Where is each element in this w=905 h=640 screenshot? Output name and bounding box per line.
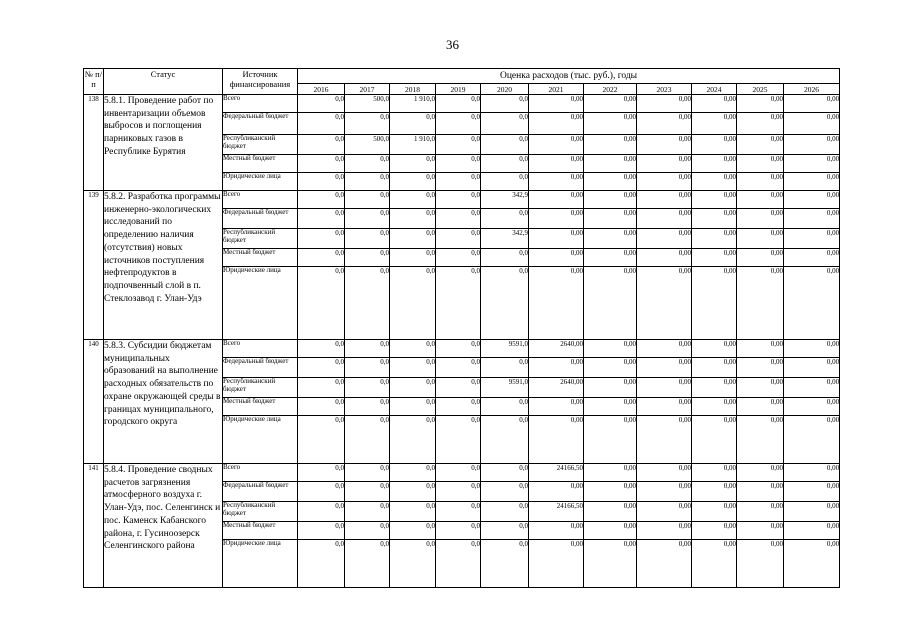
value-cell: 0,00 <box>584 267 637 340</box>
value-cell: 0,00 <box>529 191 584 209</box>
value-cell: 0,0 <box>481 173 529 191</box>
value-cell: 0,00 <box>784 209 840 229</box>
value-cell: 0,00 <box>584 464 637 482</box>
value-cell: 0,0 <box>345 378 390 398</box>
value-cell: 0,0 <box>481 502 529 522</box>
funding-source: Местный бюджет <box>223 398 298 416</box>
value-cell: 0,00 <box>584 340 637 358</box>
value-cell: 0,00 <box>784 267 840 340</box>
value-cell: 0,00 <box>784 464 840 482</box>
value-cell: 0,00 <box>637 340 692 358</box>
funding-source: Федеральный бюджет <box>223 482 298 502</box>
value-cell: 0,00 <box>637 502 692 522</box>
value-cell: 0,00 <box>584 191 637 209</box>
value-cell: 0,0 <box>390 522 436 540</box>
value-cell: 0,00 <box>692 340 737 358</box>
value-cell: 0,00 <box>637 398 692 416</box>
budget-table <box>83 68 840 588</box>
value-cell: 0,00 <box>784 113 840 135</box>
value-cell: 9591,0 <box>481 378 529 398</box>
value-cell: 0,00 <box>784 398 840 416</box>
header-estimate: Оценка расходов (тыс. руб.), годы <box>298 69 840 84</box>
value-cell: 0,00 <box>692 522 737 540</box>
value-cell: 0,00 <box>737 229 784 249</box>
value-cell: 9591,0 <box>481 340 529 358</box>
value-cell: 0,00 <box>737 155 784 173</box>
value-cell: 0,0 <box>390 358 436 378</box>
value-cell: 0,0 <box>390 464 436 482</box>
value-cell: 0,00 <box>529 416 584 464</box>
year-header: 2016 <box>298 84 345 95</box>
value-cell: 0,00 <box>637 522 692 540</box>
header-status: Статус <box>104 69 223 95</box>
value-cell: 0,00 <box>637 229 692 249</box>
value-cell: 0,0 <box>390 113 436 135</box>
value-cell: 0,0 <box>298 249 345 267</box>
value-cell: 0,00 <box>584 398 637 416</box>
value-cell: 0,0 <box>436 173 481 191</box>
value-cell: 0,00 <box>737 340 784 358</box>
value-cell: 0,00 <box>692 113 737 135</box>
value-cell: 0,00 <box>529 522 584 540</box>
value-cell: 0,0 <box>436 340 481 358</box>
value-cell: 0,0 <box>481 358 529 378</box>
value-cell: 0,0 <box>298 135 345 155</box>
value-cell: 0,0 <box>390 378 436 398</box>
value-cell: 0,0 <box>345 113 390 135</box>
value-cell: 0,0 <box>436 113 481 135</box>
value-cell: 0,0 <box>436 378 481 398</box>
value-cell: 24166,50 <box>529 502 584 522</box>
value-cell: 0,0 <box>436 502 481 522</box>
value-cell: 0,0 <box>298 229 345 249</box>
value-cell: 0,0 <box>298 464 345 482</box>
value-cell: 0,0 <box>345 358 390 378</box>
value-cell: 0,0 <box>436 464 481 482</box>
value-cell: 0,00 <box>737 113 784 135</box>
value-cell: 0,0 <box>390 540 436 588</box>
value-cell: 0,00 <box>529 135 584 155</box>
value-cell: 0,00 <box>737 358 784 378</box>
value-cell: 0,00 <box>637 267 692 340</box>
value-cell: 0,0 <box>345 522 390 540</box>
value-cell: 0,00 <box>784 135 840 155</box>
value-cell: 0,00 <box>637 209 692 229</box>
value-cell: 0,0 <box>298 540 345 588</box>
value-cell: 0,0 <box>298 155 345 173</box>
funding-source: Республиканский бюджет <box>223 229 298 249</box>
year-header: 2025 <box>737 84 784 95</box>
value-cell: 0,0 <box>481 522 529 540</box>
value-cell: 0,0 <box>345 155 390 173</box>
row-number: 139 <box>84 191 104 340</box>
table-row <box>84 191 840 209</box>
value-cell: 0,00 <box>529 95 584 113</box>
value-cell: 0,00 <box>529 249 584 267</box>
value-cell: 0,00 <box>529 173 584 191</box>
value-cell: 0,00 <box>584 416 637 464</box>
value-cell: 0,00 <box>784 229 840 249</box>
value-cell: 0,00 <box>692 464 737 482</box>
value-cell: 0,0 <box>298 502 345 522</box>
value-cell: 0,00 <box>637 155 692 173</box>
funding-source: Всего <box>223 191 298 209</box>
value-cell: 0,00 <box>737 209 784 229</box>
value-cell: 0,0 <box>481 398 529 416</box>
value-cell: 0,00 <box>529 229 584 249</box>
value-cell: 0,00 <box>584 502 637 522</box>
header-num: № п/п <box>84 69 104 95</box>
value-cell: 0,0 <box>298 482 345 502</box>
value-cell: 0,00 <box>637 378 692 398</box>
value-cell: 500,0 <box>345 95 390 113</box>
value-cell: 0,0 <box>298 340 345 358</box>
value-cell: 0,0 <box>436 416 481 464</box>
value-cell: 0,0 <box>345 416 390 464</box>
value-cell: 0,0 <box>436 95 481 113</box>
value-cell: 0,00 <box>784 173 840 191</box>
table-row <box>84 95 840 113</box>
value-cell: 0,00 <box>784 482 840 502</box>
value-cell: 0,00 <box>784 502 840 522</box>
value-cell: 0,0 <box>345 398 390 416</box>
page-number: 36 <box>446 37 459 52</box>
value-cell: 1 910,0 <box>390 135 436 155</box>
value-cell: 24166,50 <box>529 464 584 482</box>
value-cell: 0,00 <box>584 173 637 191</box>
year-header: 2019 <box>436 84 481 95</box>
value-cell: 0,00 <box>637 540 692 588</box>
value-cell: 0,0 <box>481 155 529 173</box>
value-cell: 0,00 <box>637 95 692 113</box>
value-cell: 1 910,0 <box>390 95 436 113</box>
value-cell: 342,9 <box>481 191 529 209</box>
value-cell: 0,00 <box>692 358 737 378</box>
value-cell: 0,0 <box>345 502 390 522</box>
value-cell: 0,0 <box>436 249 481 267</box>
funding-source: Федеральный бюджет <box>223 209 298 229</box>
value-cell: 0,00 <box>529 113 584 135</box>
value-cell: 0,0 <box>481 464 529 482</box>
value-cell: 0,0 <box>298 113 345 135</box>
value-cell: 0,00 <box>529 398 584 416</box>
value-cell: 0,0 <box>436 540 481 588</box>
funding-source: Юридические лица <box>223 540 298 588</box>
value-cell: 0,00 <box>584 358 637 378</box>
value-cell: 0,0 <box>436 522 481 540</box>
table-row <box>84 340 840 358</box>
year-header: 2020 <box>481 84 529 95</box>
value-cell: 0,00 <box>637 358 692 378</box>
year-header: 2026 <box>784 84 840 95</box>
value-cell: 0,0 <box>345 191 390 209</box>
value-cell: 0,0 <box>436 135 481 155</box>
funding-source: Республиканский бюджет <box>223 502 298 522</box>
value-cell: 0,00 <box>692 191 737 209</box>
value-cell: 0,0 <box>436 398 481 416</box>
value-cell: 0,00 <box>737 522 784 540</box>
value-cell: 0,00 <box>692 378 737 398</box>
value-cell: 0,00 <box>529 209 584 229</box>
value-cell: 0,00 <box>529 540 584 588</box>
value-cell: 0,0 <box>298 522 345 540</box>
funding-source: Юридические лица <box>223 267 298 340</box>
value-cell: 0,00 <box>737 482 784 502</box>
value-cell: 0,0 <box>390 209 436 229</box>
value-cell: 0,0 <box>298 267 345 340</box>
value-cell: 0,00 <box>784 340 840 358</box>
funding-source: Федеральный бюджет <box>223 358 298 378</box>
value-cell: 0,0 <box>481 416 529 464</box>
row-number: 138 <box>84 95 104 191</box>
value-cell: 0,0 <box>345 267 390 340</box>
value-cell: 0,0 <box>390 191 436 209</box>
funding-source: Республиканский бюджет <box>223 378 298 398</box>
value-cell: 0,00 <box>529 482 584 502</box>
value-cell: 0,00 <box>692 155 737 173</box>
value-cell: 0,0 <box>436 191 481 209</box>
value-cell: 0,0 <box>390 249 436 267</box>
value-cell: 0,00 <box>737 267 784 340</box>
value-cell: 0,0 <box>436 482 481 502</box>
funding-source: Республиканский бюджет <box>223 135 298 155</box>
value-cell: 0,0 <box>345 464 390 482</box>
value-cell: 0,0 <box>390 267 436 340</box>
value-cell: 0,00 <box>784 358 840 378</box>
status-text: 5.8.2. Разработка программы инженерно-экологических исследований по определению наличия (отсутствия) новых источников поступления нефтепродуктов в подпочвенный слой в п. Стеклозавод г. Улан-Удэ <box>104 191 223 340</box>
value-cell: 0,00 <box>692 95 737 113</box>
value-cell: 0,00 <box>637 249 692 267</box>
value-cell: 0,00 <box>784 95 840 113</box>
value-cell: 342,9 <box>481 229 529 249</box>
value-cell: 0,00 <box>584 522 637 540</box>
value-cell: 0,00 <box>584 540 637 588</box>
year-header: 2022 <box>584 84 637 95</box>
header-source: Источник финансирования <box>223 69 298 95</box>
value-cell: 0,0 <box>436 209 481 229</box>
value-cell: 0,0 <box>481 482 529 502</box>
value-cell: 0,00 <box>784 540 840 588</box>
value-cell: 0,00 <box>529 155 584 173</box>
value-cell: 0,00 <box>692 267 737 340</box>
value-cell: 0,0 <box>298 416 345 464</box>
value-cell: 0,0 <box>345 229 390 249</box>
value-cell: 0,0 <box>390 340 436 358</box>
value-cell: 0,0 <box>390 229 436 249</box>
value-cell: 0,00 <box>692 249 737 267</box>
value-cell: 0,0 <box>390 173 436 191</box>
value-cell: 0,0 <box>298 173 345 191</box>
value-cell: 0,0 <box>390 502 436 522</box>
value-cell: 0,0 <box>345 340 390 358</box>
value-cell: 0,00 <box>637 482 692 502</box>
value-cell: 0,00 <box>737 135 784 155</box>
value-cell: 0,00 <box>637 173 692 191</box>
value-cell: 0,0 <box>298 398 345 416</box>
value-cell: 0,00 <box>737 398 784 416</box>
year-header: 2021 <box>529 84 584 95</box>
value-cell: 0,00 <box>637 135 692 155</box>
funding-source: Местный бюджет <box>223 522 298 540</box>
value-cell: 0,00 <box>737 540 784 588</box>
value-cell: 0,00 <box>737 502 784 522</box>
value-cell: 0,0 <box>481 267 529 340</box>
value-cell: 0,00 <box>692 398 737 416</box>
value-cell: 0,0 <box>481 135 529 155</box>
value-cell: 0,0 <box>390 398 436 416</box>
year-header: 2024 <box>692 84 737 95</box>
table-body <box>84 95 840 588</box>
value-cell: 0,00 <box>584 95 637 113</box>
value-cell: 0,00 <box>737 416 784 464</box>
value-cell: 0,00 <box>692 482 737 502</box>
value-cell: 0,00 <box>692 416 737 464</box>
value-cell: 0,00 <box>784 191 840 209</box>
value-cell: 0,0 <box>481 113 529 135</box>
value-cell: 0,0 <box>345 249 390 267</box>
value-cell: 0,0 <box>298 209 345 229</box>
value-cell: 0,00 <box>692 502 737 522</box>
row-number: 141 <box>84 464 104 588</box>
value-cell: 0,0 <box>436 229 481 249</box>
value-cell: 0,00 <box>737 173 784 191</box>
year-header: 2018 <box>390 84 436 95</box>
funding-source: Всего <box>223 464 298 482</box>
value-cell: 0,00 <box>584 113 637 135</box>
funding-source: Местный бюджет <box>223 155 298 173</box>
value-cell: 0,00 <box>584 482 637 502</box>
value-cell: 0,00 <box>737 191 784 209</box>
value-cell: 0,00 <box>692 135 737 155</box>
value-cell: 0,0 <box>436 155 481 173</box>
value-cell: 0,0 <box>298 191 345 209</box>
funding-source: Всего <box>223 340 298 358</box>
value-cell: 0,0 <box>390 416 436 464</box>
value-cell: 0,00 <box>584 229 637 249</box>
value-cell: 0,0 <box>481 95 529 113</box>
value-cell: 0,00 <box>584 249 637 267</box>
value-cell: 0,00 <box>737 95 784 113</box>
funding-source: Местный бюджет <box>223 249 298 267</box>
value-cell: 0,00 <box>584 155 637 173</box>
value-cell: 0,00 <box>637 191 692 209</box>
funding-source: Всего <box>223 95 298 113</box>
value-cell: 2640,00 <box>529 340 584 358</box>
value-cell: 0,00 <box>692 209 737 229</box>
row-number: 140 <box>84 340 104 464</box>
value-cell: 2640,00 <box>529 378 584 398</box>
value-cell: 0,00 <box>737 378 784 398</box>
funding-source: Юридические лица <box>223 416 298 464</box>
value-cell: 0,0 <box>436 267 481 340</box>
value-cell: 0,00 <box>784 378 840 398</box>
year-header: 2017 <box>345 84 390 95</box>
value-cell: 500,0 <box>345 135 390 155</box>
value-cell: 0,0 <box>345 540 390 588</box>
value-cell: 0,00 <box>784 522 840 540</box>
value-cell: 0,00 <box>637 113 692 135</box>
value-cell: 0,0 <box>436 358 481 378</box>
value-cell: 0,00 <box>584 135 637 155</box>
value-cell: 0,00 <box>637 416 692 464</box>
funding-source: Федеральный бюджет <box>223 113 298 135</box>
value-cell: 0,0 <box>390 155 436 173</box>
value-cell: 0,00 <box>637 464 692 482</box>
value-cell: 0,0 <box>481 540 529 588</box>
value-cell: 0,00 <box>784 249 840 267</box>
value-cell: 0,00 <box>584 378 637 398</box>
value-cell: 0,0 <box>345 482 390 502</box>
value-cell: 0,00 <box>737 464 784 482</box>
value-cell: 0,0 <box>345 173 390 191</box>
value-cell: 0,00 <box>784 155 840 173</box>
value-cell: 0,00 <box>737 249 784 267</box>
status-text: 5.8.1. Проведение работ по инвентаризации объемов выбросов и поглощения парниковых газов в Республике Бурятия <box>104 95 223 191</box>
table-header <box>84 69 840 95</box>
value-cell: 0,0 <box>298 358 345 378</box>
value-cell: 0,0 <box>481 249 529 267</box>
year-header: 2023 <box>637 84 692 95</box>
status-text: 5.8.3. Субсидии бюджетам муниципальных образований на выполнение расходных обязательств по охране окружающей среды в границах муниципального, городского округа <box>104 340 223 464</box>
status-text: 5.8.4. Проведение сводных расчетов загрязнения атмосферного воздуха г. Улан-Удэ, пос. Селенгинск и пос. Каменск Кабанского района, г. Гусиноозерск Селенгинского района <box>104 464 223 588</box>
value-cell: 0,0 <box>298 378 345 398</box>
value-cell: 0,00 <box>692 173 737 191</box>
value-cell: 0,0 <box>390 482 436 502</box>
value-cell: 0,00 <box>529 358 584 378</box>
funding-source: Юридические лица <box>223 173 298 191</box>
value-cell: 0,00 <box>692 540 737 588</box>
value-cell: 0,0 <box>481 209 529 229</box>
value-cell: 0,0 <box>345 209 390 229</box>
value-cell: 0,00 <box>529 267 584 340</box>
value-cell: 0,00 <box>584 209 637 229</box>
value-cell: 0,00 <box>784 416 840 464</box>
table-row <box>84 464 840 482</box>
value-cell: 0,00 <box>692 229 737 249</box>
value-cell: 0,0 <box>298 95 345 113</box>
